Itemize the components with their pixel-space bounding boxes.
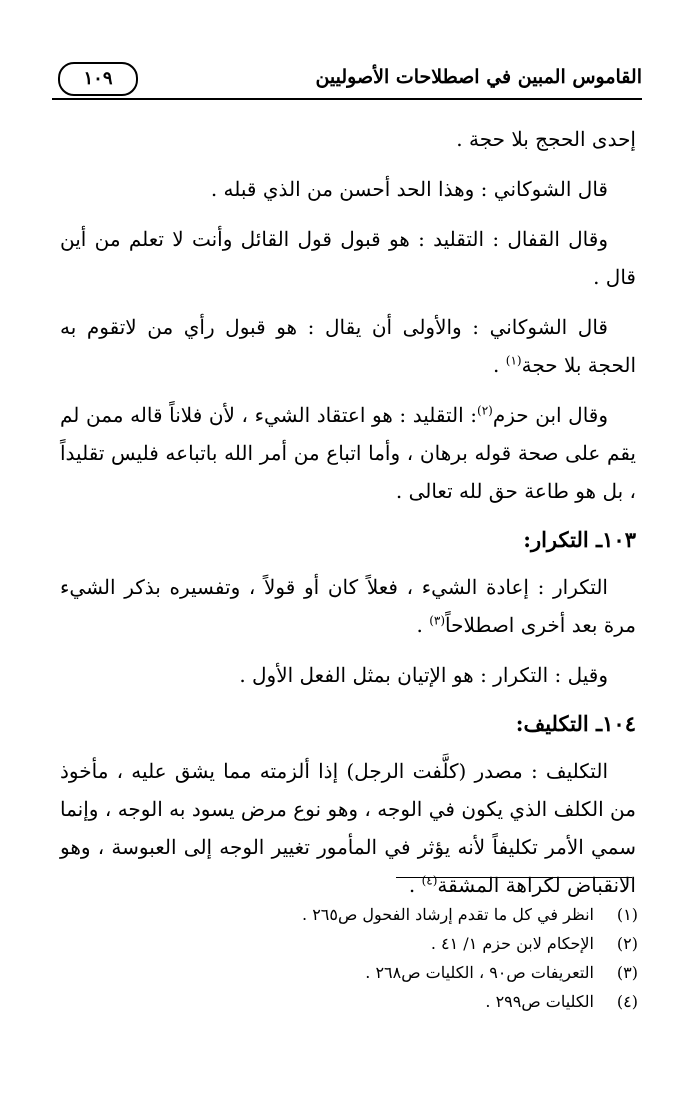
paragraph-text: وقال ابن حزم — [492, 403, 609, 427]
page-number-badge: ١٠٩ — [58, 62, 138, 96]
section-heading-104: ١٠٤ـ التكليف: — [515, 711, 636, 736]
paragraph-text: : التقليد : هو اعتقاد الشيء ، لأن فلاناً قاله ممن لم يقم على صحة قوله برهان ، وأما اتباع من أمر الله باتباعه فليس تقليداً ، بل هو طاعة حق لله تعالى . — [60, 403, 636, 503]
footnote-ref: (٤) — [421, 873, 438, 888]
footnote — [60, 929, 638, 958]
section-heading-103: ١٠٣ـ التكرار: — [523, 527, 636, 552]
paragraph-text: وقيل : التكرار : هو الإتيان بمثل الفعل الأول . — [239, 663, 608, 687]
footnote-number: (٢) — [616, 934, 638, 953]
footnote-ref: (٣) — [429, 613, 446, 628]
footnote-text: انظر في كل ما تقدم إرشاد الفحول ص٢٦٥ . — [302, 905, 594, 924]
paragraph-text: التكليف : مصدر (كلَّفت الرجل) إذا ألزمته مما يشق عليه ، مأخوذ من الكلف الذي يكون في الوجه ، وهو نوع مرض يسود به الوجه ، وإنما سمي الأمر تكليفاً لأنه يؤثر في المأمور تغيير الوجه إلى العبوسة ، وهو الانقباض لكراهة المشقة — [60, 759, 636, 897]
paragraph-text: . — [493, 353, 506, 377]
footnote — [60, 900, 638, 929]
footnote-ref: (١) — [505, 353, 522, 368]
paragraph — [60, 170, 636, 208]
paragraph — [60, 396, 636, 510]
paragraph — [60, 120, 636, 158]
footnote-ref: (٢) — [477, 403, 493, 418]
page-header — [52, 60, 642, 106]
footnote-number: (٤) — [616, 992, 638, 1011]
paragraph-text: . — [416, 613, 430, 637]
paragraph-text: التكرار : إعادة الشيء ، فعلاً كان أو قولاً ، وتفسيره بذكر الشيء مرة بعد أخرى اصطلاحاً — [60, 575, 636, 637]
footnote — [60, 958, 638, 987]
running-title: القاموس المبين في اصطلاحات الأصوليين — [315, 66, 642, 88]
footnotes — [60, 900, 638, 1016]
paragraph — [60, 752, 636, 904]
footnote-number: (١) — [616, 905, 638, 924]
footnote-separator — [396, 877, 632, 878]
header-rule — [52, 98, 642, 100]
paragraph-text: . — [408, 873, 422, 897]
paragraph-text: قال الشوكاني : وهذا الحد أحسن من الذي قبله . — [210, 177, 608, 201]
paragraph — [60, 220, 636, 296]
footnote — [60, 987, 638, 1016]
paragraph-text: وقال القفال : التقليد : هو قبول قول القائل وأنت لا تعلم من أين قال . — [60, 227, 636, 289]
footnote-text: التعريفات ص٩٠ ، الكليات ص٢٦٨ . — [365, 963, 594, 982]
page-body — [60, 120, 636, 916]
paragraph-text: قال الشوكاني : والأولى أن يقال : هو قبول رأي من لاتقوم به الحجة بلا حجة — [60, 315, 636, 377]
footnote-text: الإحكام لابن حزم ١/ ٤١ . — [430, 934, 594, 953]
footnote-text: الكليات ص٢٩٩ . — [485, 992, 594, 1011]
paragraph-text: إحدى الحجج بلا حجة . — [456, 127, 636, 151]
paragraph — [60, 568, 636, 644]
paragraph — [60, 308, 636, 384]
footnote-number: (٣) — [616, 963, 638, 982]
paragraph — [60, 656, 636, 694]
